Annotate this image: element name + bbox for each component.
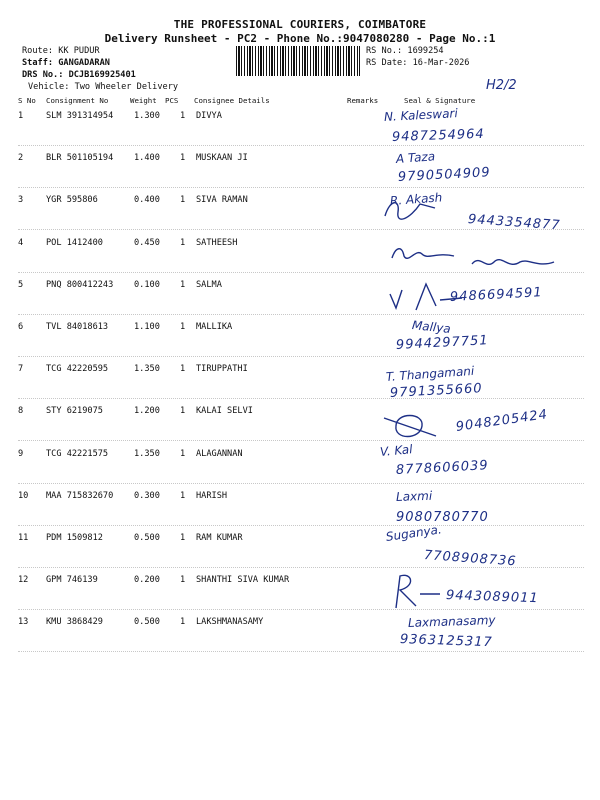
row-weight: 0.300 [134,490,160,501]
row-pcs: 1 [180,533,186,543]
row-divider [18,398,584,399]
handwritten-receiver-name: T. Thangamani [385,363,475,384]
row-sno: 5 [18,279,24,290]
col-sno: S No [18,96,36,105]
row-pcs: 1 [180,111,186,121]
row-divider [18,651,584,652]
row-pcs: 1 [180,195,186,206]
signature-scribble-12 [386,572,446,612]
handwritten-code: H2/2 [486,78,517,93]
col-remarks: Remarks [347,96,379,105]
handwritten-phone-number: 9443089011 [445,588,539,607]
col-consignee: Consignee Details [194,96,270,105]
row-weight: 1.200 [134,406,160,417]
rs-number: RS No.: 1699254 [366,46,444,56]
row-divider [18,440,584,441]
row-consignment-no: PDM 1509812 [46,533,103,543]
row-consignee: RAM KUMAR [196,533,243,543]
row-sno: 11 [18,533,29,543]
signature-scribble-4 [388,240,458,268]
row-sno: 6 [18,322,24,332]
row-weight: 0.400 [134,195,160,206]
col-pcs: PCS [165,96,179,105]
handwritten-receiver-name: R. Akash [389,190,443,208]
row-weight: 0.100 [134,279,160,290]
row-weight: 0.450 [134,237,160,248]
handwritten-phone-number: 9443354877 [467,212,562,234]
row-weight: 0.500 [134,617,160,628]
handwritten-receiver-name: A Taza [395,149,436,166]
row-consignee: ALAGANNAN [196,448,243,459]
col-consignment: Consignment No [46,96,109,105]
handwritten-phone-number: 9363125317 [399,632,493,651]
row-divider [18,314,584,315]
vehicle-label: Vehicle: Two Wheeler Delivery [28,82,179,92]
row-consignee: MALLIKA [196,322,233,332]
row-consignment-no: SLM 391314954 [46,111,114,121]
handwritten-phone-number: 7708908736 [423,548,518,570]
staff-label: Staff: GANGADARAN [22,58,110,68]
row-consignment-no: YGR 595806 [46,195,98,206]
row-divider [18,525,584,526]
row-sno: 1 [18,111,24,121]
row-weight: 1.350 [134,364,160,375]
row-consignment-no: TCG 42221575 [46,448,109,459]
row-pcs: 1 [180,575,186,586]
row-sno: 12 [18,575,29,586]
row-consignee: DIVYA [196,111,222,121]
signature-scribble-4b [468,250,558,276]
runsheet-barcode [236,46,360,76]
handwritten-phone-number: 9944297751 [395,333,489,353]
table-row [0,488,600,533]
row-sno: 13 [18,617,29,628]
row-weight: 1.300 [134,111,160,121]
row-consignment-no: MAA 715832670 [46,490,114,501]
row-sno: 7 [18,364,24,375]
handwritten-phone-number: 9080780770 [396,510,489,525]
row-weight: 0.200 [134,575,160,586]
row-weight: 1.350 [134,448,160,459]
table-row [0,153,600,195]
row-divider [18,229,584,230]
row-divider [18,187,584,188]
signature-scribble-8 [376,406,446,446]
row-consignee: SIVA RAMAN [196,195,248,206]
row-divider [18,145,584,146]
row-sno: 4 [18,237,24,248]
handwritten-receiver-name: V. Kal [379,442,414,459]
row-weight: 1.100 [134,322,160,332]
row-pcs: 1 [180,617,186,628]
table-row [0,111,600,153]
handwritten-receiver-name: Suganya. [385,522,443,544]
route-label: Route: KK PUDUR [22,46,100,56]
handwritten-receiver-name: N. Kaleswari [383,106,459,124]
row-weight: 0.500 [134,533,160,543]
row-consignment-no: KMU 3868429 [46,617,103,628]
handwritten-phone-number: 9790504909 [397,165,491,185]
row-consignee: LAKSHMANASAMY [196,617,264,628]
row-consignment-no: BLR 501105194 [46,153,114,164]
row-consignee: TIRUPPATHI [196,364,248,375]
handwritten-receiver-name: Mallya [411,318,452,337]
row-consignee: KALAI SELVI [196,406,253,417]
row-consignment-no: STY 6219075 [46,406,103,417]
row-consignee: HARISH [196,490,228,501]
col-weight: Weight [130,96,157,105]
row-pcs: 1 [180,448,186,459]
row-pcs: 1 [180,406,186,417]
table-row [0,364,600,406]
handwritten-phone-number: 9048205424 [454,407,549,435]
row-sno: 9 [18,448,24,459]
table-row [0,617,600,659]
handwritten-phone-number: 8778606039 [395,458,489,478]
runsheet-subtitle: Delivery Runsheet - PC2 - Phone No.:9047080280 - Page No.:1 [104,32,496,45]
row-pcs: 1 [180,279,186,290]
handwritten-phone-number: 9486694591 [449,285,543,305]
row-consignment-no: GPM 746139 [46,575,98,586]
col-signature: Seal & Signature [404,96,476,105]
row-sno: 2 [18,153,24,164]
row-consignee: SHANTHI SIVA KUMAR [196,575,290,586]
row-divider [18,483,584,484]
handwritten-receiver-name: Laxmanasamy [407,612,496,630]
row-sno: 8 [18,406,24,417]
row-divider [18,609,584,610]
handwritten-receiver-name: Laxmi [395,488,433,504]
row-divider [18,356,584,357]
row-consignee: SATHEESH [196,237,238,248]
row-consignment-no: POL 1412400 [46,237,103,248]
row-consignment-no: PNQ 800412243 [46,279,114,290]
row-pcs: 1 [180,322,186,332]
handwritten-phone-number: 9487254964 [391,126,485,145]
row-consignee: MUSKAAN JI [196,153,248,164]
table-row [0,449,600,491]
row-consignment-no: TCG 42220595 [46,364,109,375]
row-pcs: 1 [180,490,186,501]
row-consignee: SALMA [196,279,222,290]
row-pcs: 1 [180,364,186,375]
company-title: THE PROFESSIONAL COURIERS, COIMBATORE [173,18,427,31]
handwritten-phone-number: 9791355660 [389,381,483,401]
row-pcs: 1 [180,153,186,164]
row-sno: 3 [18,195,24,206]
row-consignment-no: TVL 84018613 [46,322,109,332]
table-row [0,322,600,364]
row-pcs: 1 [180,237,186,248]
rs-date: RS Date: 16-Mar-2026 [366,58,470,68]
row-weight: 1.400 [134,153,160,164]
drs-label: DRS No.: DCJB169925401 [22,70,136,80]
row-sno: 10 [18,490,29,501]
